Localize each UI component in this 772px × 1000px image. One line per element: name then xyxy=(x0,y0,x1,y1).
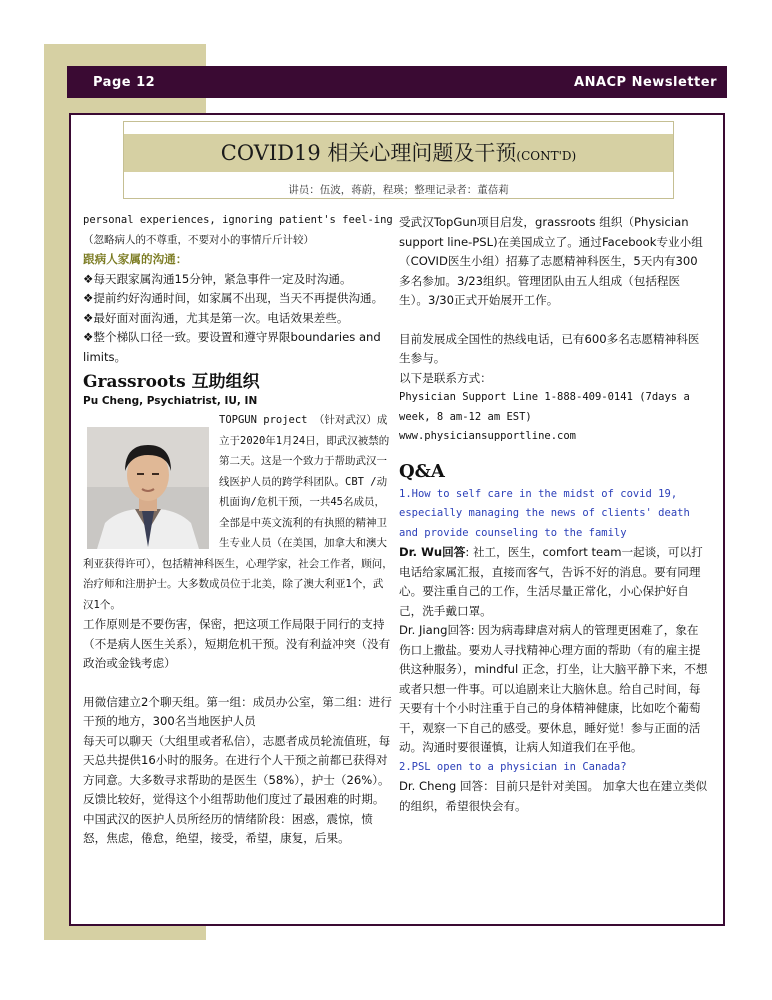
question-2: 2.PSL open to a physician in Canada? xyxy=(399,760,627,773)
right-column xyxy=(399,213,709,816)
title-frame xyxy=(123,121,674,199)
answer-wu-name: Dr. Wu回答 xyxy=(399,545,466,559)
hotline-paragraph: 目前发展成全国性的热线电话，已有600多名志愿精神科医生参与。 xyxy=(399,331,700,365)
spacer xyxy=(399,311,709,330)
website-link[interactable]: www.physiciansupportline.com xyxy=(399,430,577,442)
contact-line: Physician Support Line 1-888-409-0141 (7days a week, 8 am-12 am EST) xyxy=(399,391,690,423)
article-title xyxy=(124,134,673,172)
principle-paragraph: 工作原则是不要伤害，保密，把这项工作局限于同行的支持（不是病人医生关系），短期危机干预。没有利益冲突（没有政治或金钱考虑） xyxy=(83,617,391,670)
spacer xyxy=(399,447,709,455)
wechat-paragraph: 用微信建立2个聊天组。第一组：成员办公室，第二组：进行干预的地方，300名当地医护人员 xyxy=(83,694,392,728)
author-photo xyxy=(87,427,209,549)
answer-wu xyxy=(399,543,709,621)
page-number: Page 12 xyxy=(93,75,156,90)
daily-paragraph: 每天可以聊天（大组里或者私信），志愿者成员轮流值班，每天总共提供16小时的服务。在进行个人干预之前都已获得对方同意。大多数寻求帮助的是医生（58%），护士（26%）。反馈比较好，觉得这个小组帮助他们度过了最困难的时期。 xyxy=(83,733,391,806)
family-heading: 跟病人家属的沟通： xyxy=(83,252,188,266)
title-main: COVID19 相关心理问题及干预 xyxy=(220,141,517,165)
article-box xyxy=(69,113,725,926)
spacer xyxy=(83,674,393,693)
speakers-line: 讲员：伍波，蒋蔚，程瑛；整理记录者：董蓓莉 xyxy=(288,184,509,196)
left-column xyxy=(83,211,393,849)
qa-title: Q&A xyxy=(399,460,445,482)
bullet-item: ❖最好面对面沟通，尤其是第一次。电话效果差些。 xyxy=(83,310,349,325)
bullet-item: ❖提前约好沟通时间，如家属不出现，当天不再提供沟通。 xyxy=(83,291,384,305)
question-1: 1.How to self care in the midst of covid 19, especially managing the news of clients' death and provide counseling to the family xyxy=(399,487,690,539)
answer-jiang: Dr. Jiang回答: 因为病毒肆虐对病人的管理更困难了，象在伤口上撒盐。要劝人寻找精神心理方面的帮助（有的雇主提供这种服务），mindful 正念，打坐，让大脑平静下来，不想或者只想一件事。可以追剧来让大脑休息。给自己时间，每天要有十个小时注重于自己的身体精神健康，比如吃个葡萄干，观察一下自己的感受。要休息，睡好觉！参与正面的活动。沟通时要很谨慎，让病人知道我们在乎他。 xyxy=(399,623,708,754)
stages-paragraph: 中国武汉的医护人员所经历的情绪阶段：困惑，震惊，愤怒，焦虑，倦怠，绝望，接受，希望，康复，后果。 xyxy=(83,811,373,845)
paragraph: personal experiences, ignoring patient's feel-ing（忽略病人的不尊重，不要对小的事情斤斤计较） xyxy=(83,214,393,246)
title-contd: (CONT'D) xyxy=(516,149,577,163)
answer-cheng: Dr. Cheng 回答：目前只是针对美国。 加拿大也在建立类似的组织，希望很快会有。 xyxy=(399,779,708,813)
psl-paragraph: 受武汉TopGun项目启发，grassroots 组织（Physician support line-PSL)在美国成立了。通过Facebook专业小组（COVID医生小组）招募了志愿精神科医生，5天内有300多名参加。3/23组织。管理团队由五人组成（包括程医生）。3/30正式开始展开工作。 xyxy=(399,215,703,307)
answer-wu-text: : 社工，医生，comfort team一起谈，可以打电话给家属汇报，直接而客气，告诉不好的消息。要有同理心。要注重自己的工作，生活尽量正常化，小心保护好自己，洗手戴口罩。 xyxy=(399,545,703,618)
bullet-item: ❖每天跟家属沟通15分钟，紧急事件一定及时沟通。 xyxy=(83,271,352,286)
bullet-item: ❖整个梯队口径一致。要设置和遵守界限boundaries and limits。 xyxy=(83,330,381,364)
contact-label: 以下是联系方式： xyxy=(399,370,492,385)
portrait-image xyxy=(87,427,209,549)
newsletter-name: ANACP Newsletter xyxy=(574,75,717,90)
section-title: Grassroots 互助组织 xyxy=(83,372,260,392)
page-header xyxy=(67,66,727,98)
topgun-text: TOPGUN project （针对武汉）成立于2020年1月24日，即武汉被禁的第二天。这是一个致力于帮助武汉一线医护人员的跨学科团队。CBT /动机面询/危机干预，一共45名成员，全部是中英文流利的有执照的精神卫生专业人员（在美国，加拿大和澳大利亚获得许可），包括精神科医生，心理学家，社会工作者，顾问，治疗师和注册护士。大多数成员位于北美，除了澳大利亚1个，武汉1个。 xyxy=(83,414,393,611)
author-byline: Pu Cheng, Psychiatrist, IU, IN xyxy=(83,395,258,407)
